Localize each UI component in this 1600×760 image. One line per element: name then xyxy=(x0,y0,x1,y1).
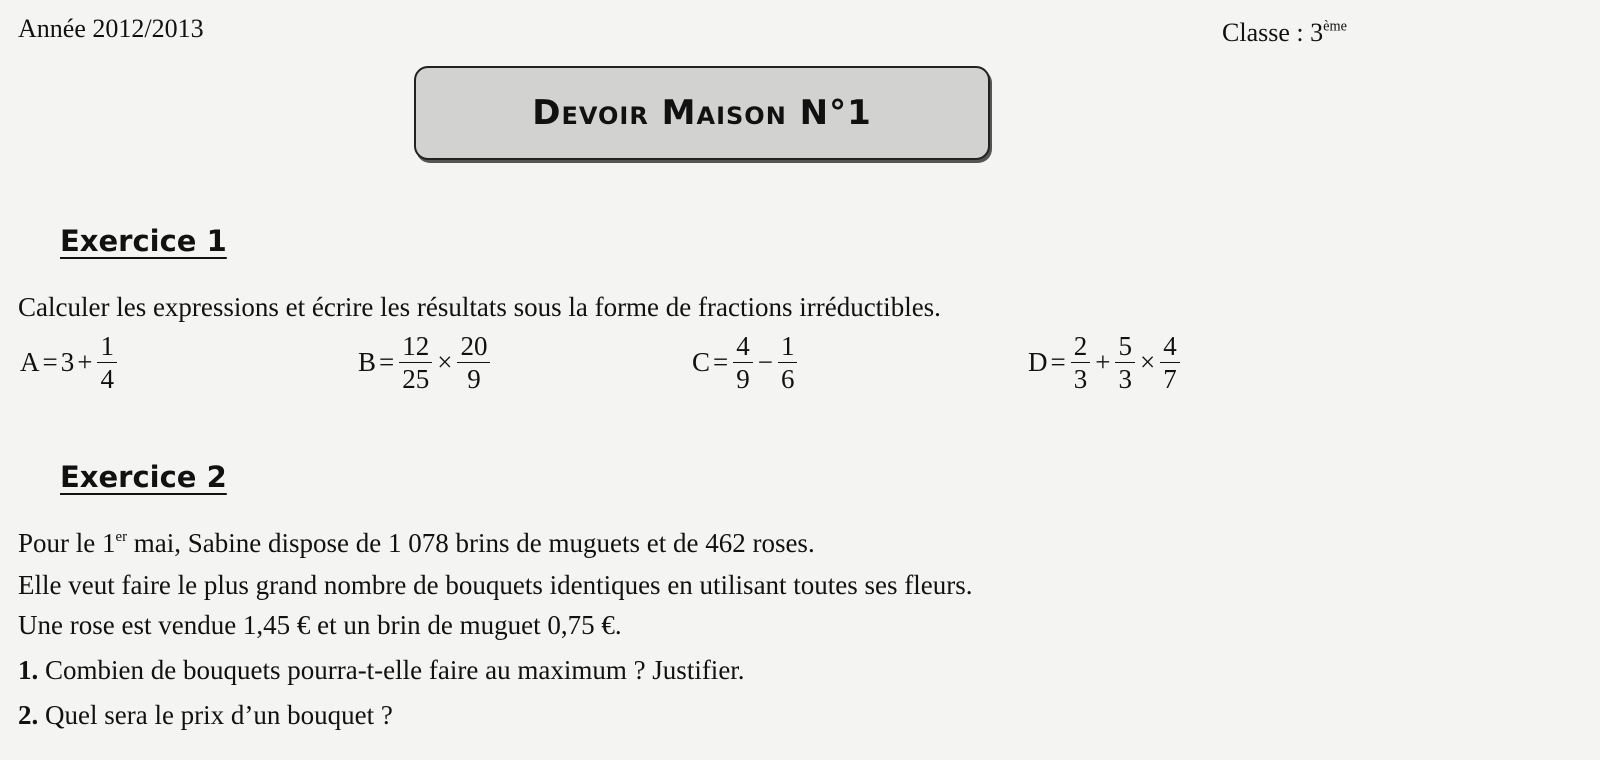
exercise1-instruction: Calculer les expressions et écrire les résultats sous la forme de fractions irréductibles. xyxy=(18,292,941,322)
expr-a-whole: 3 xyxy=(60,347,75,378)
denominator: 9 xyxy=(467,364,481,395)
expression-d xyxy=(1028,332,1182,394)
line1-superscript: er xyxy=(115,528,128,545)
title-box xyxy=(414,66,990,160)
expr-c-fraction-2 xyxy=(778,332,798,394)
question-2 xyxy=(18,700,393,731)
denominator: 4 xyxy=(100,364,114,395)
school-year: Année 2012/2013 xyxy=(18,14,204,43)
expr-c-name: C xyxy=(692,347,711,378)
exercise2-line1 xyxy=(18,528,815,559)
expr-d-name: D xyxy=(1028,347,1048,378)
expr-b-fraction-2 xyxy=(457,332,490,394)
numerator: 20 xyxy=(457,332,490,363)
expr-c-fraction-1 xyxy=(733,332,753,394)
expr-b-times: × xyxy=(437,347,453,378)
question-text: Combien de bouquets pourra-t-elle faire au maximum ? Justifier. xyxy=(45,655,745,685)
exercise2-line2: Elle veut faire le plus grand nombre de bouquets identiques en utilisant toutes ses fleurs. xyxy=(18,570,973,600)
expr-a-name: A xyxy=(20,347,40,378)
denominator: 3 xyxy=(1073,364,1088,395)
exercise2-line3: Une rose est vendue 1,45 € et un brin de muguet 0,75 €. xyxy=(18,610,622,640)
expr-d-fraction-1 xyxy=(1071,332,1091,394)
expr-b-name: B xyxy=(358,347,377,378)
expr-d-equals: = xyxy=(1050,347,1066,378)
numerator: 4 xyxy=(1160,332,1180,363)
expr-d-plus: + xyxy=(1095,347,1111,378)
question-number: 1. xyxy=(18,655,39,685)
denominator: 7 xyxy=(1163,364,1177,395)
numerator: 12 xyxy=(399,332,432,363)
class-superscript: ème xyxy=(1323,18,1347,35)
expr-d-fraction-3 xyxy=(1160,332,1180,394)
expr-d-fraction-2 xyxy=(1115,332,1135,394)
question-number: 2. xyxy=(18,700,39,730)
denominator: 3 xyxy=(1118,364,1132,395)
line1-start: Pour le 1 xyxy=(18,528,116,558)
question-text: Quel sera le prix d’un bouquet ? xyxy=(45,700,393,730)
denominator: 6 xyxy=(780,364,795,395)
page-title: Devoir Maison N°1 xyxy=(532,93,872,133)
expr-c-minus: − xyxy=(757,347,773,378)
numerator: 5 xyxy=(1115,332,1135,363)
class-level xyxy=(1222,18,1347,48)
expr-b-fraction-1 xyxy=(399,332,432,394)
expr-c-equals: = xyxy=(713,347,729,378)
expression-c xyxy=(692,332,799,394)
numerator: 1 xyxy=(97,332,117,363)
expression-b xyxy=(358,332,492,394)
exercise1-heading: Exercice 1 xyxy=(60,224,227,258)
expression-a xyxy=(20,332,119,394)
denominator: 25 xyxy=(402,364,430,395)
expr-a-fraction xyxy=(97,332,117,394)
line1-end: mai, Sabine dispose de 1 078 brins de muguets et de 462 roses. xyxy=(127,528,815,558)
numerator: 1 xyxy=(778,332,798,363)
expr-a-equals: = xyxy=(42,347,58,378)
expr-b-equals: = xyxy=(379,347,395,378)
class-label: Classe : 3 xyxy=(1222,18,1324,47)
question-1 xyxy=(18,655,745,686)
numerator: 2 xyxy=(1071,332,1091,363)
numerator: 4 xyxy=(733,332,753,363)
expr-a-plus: + xyxy=(77,347,93,378)
expr-d-times: × xyxy=(1139,347,1156,378)
denominator: 9 xyxy=(736,364,750,395)
exercise2-heading: Exercice 2 xyxy=(60,460,227,494)
